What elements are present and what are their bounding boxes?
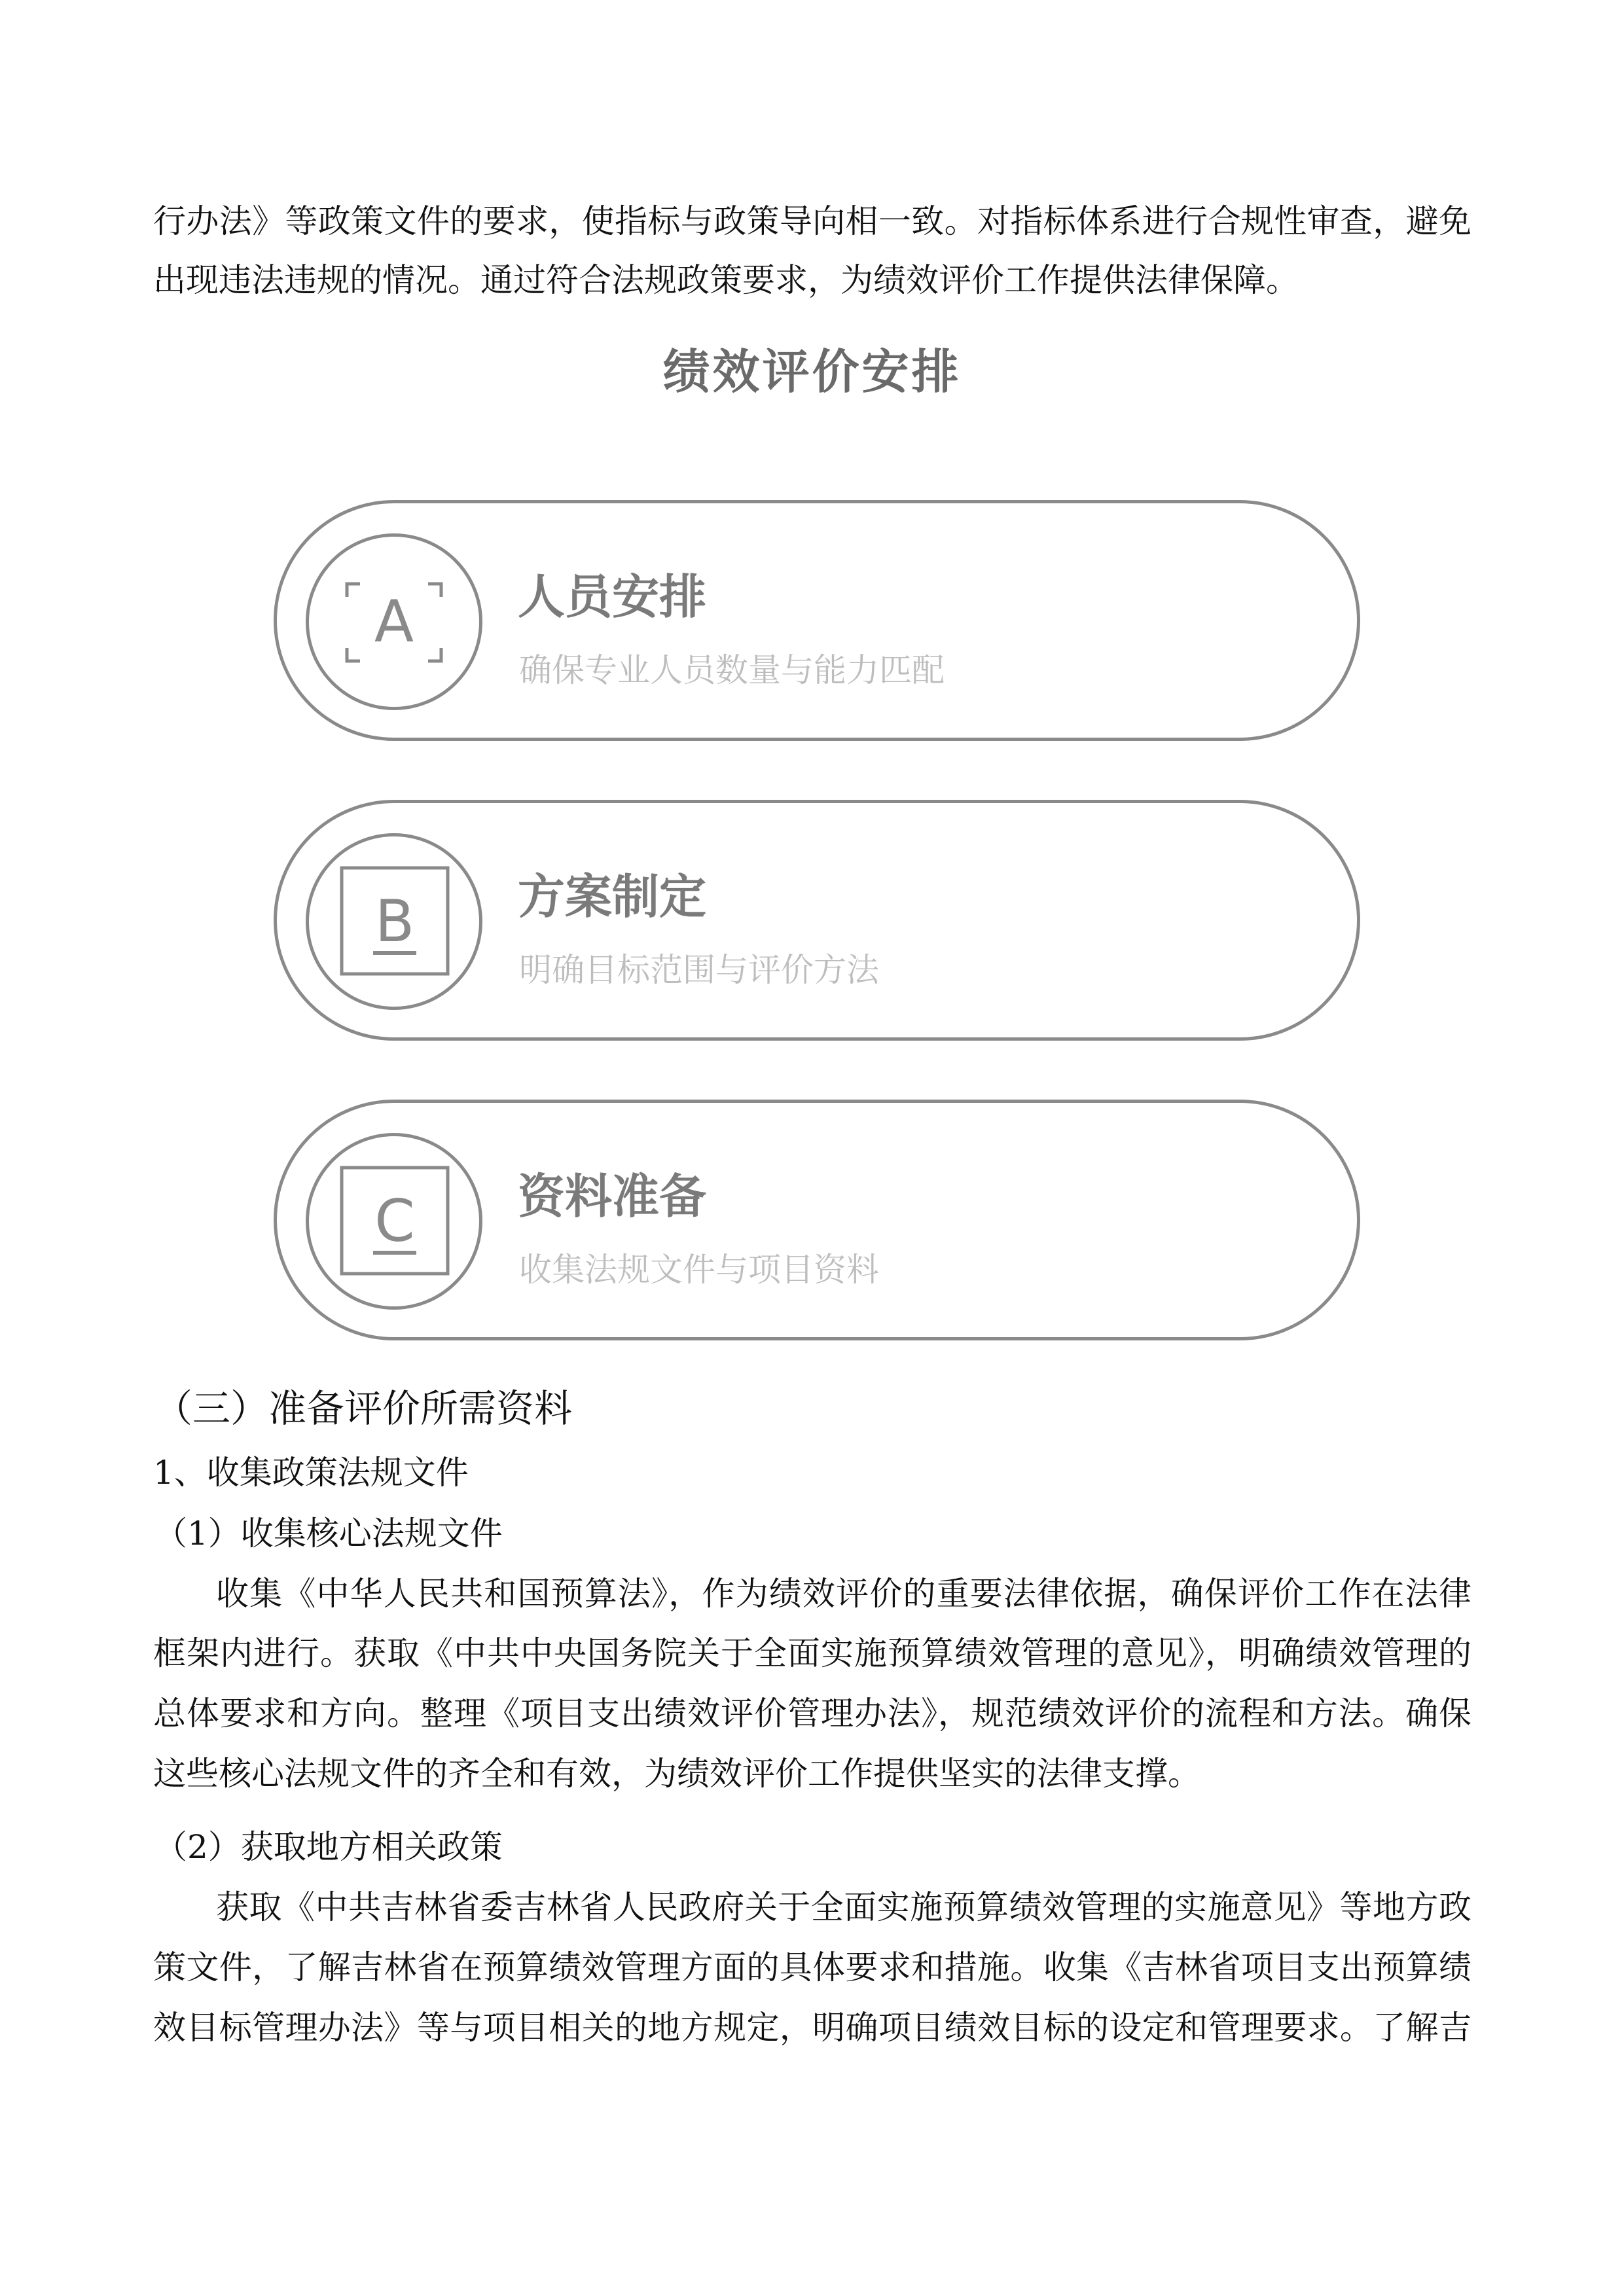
- paragraph-line: 效目标管理办法》等与项目相关的地方规定，明确项目绩效目标的设定和管理要求。了解吉: [153, 2009, 1471, 2047]
- paragraph-line: 出现违法违规的情况。通过符合法规政策要求，为绩效评价工作提供法律保障。: [153, 261, 1299, 299]
- paragraph-line: 框架内进行。获取《中共中央国务院关于全面实施预算绩效管理的意见》，明确绩效管理的: [153, 1634, 1471, 1672]
- card-heading: 资料准备: [518, 1169, 707, 1224]
- paragraph-line: 获取《中共吉林省委吉林省人民政府关于全面实施预算绩效管理的实施意见》等地方政: [216, 1888, 1471, 1926]
- letter-c-square-icon: [306, 1133, 482, 1310]
- letter-a-frame-icon: [306, 533, 482, 710]
- paragraph-line: 行办法》等政策文件的要求，使指标与政策导向相一致。对指标体系进行合规性审查，避免: [153, 202, 1471, 240]
- card-subtitle: 明确目标范围与评价方法: [519, 951, 879, 989]
- card-materials: [274, 1100, 1360, 1340]
- card-heading: 方案制定: [518, 869, 707, 924]
- card-subtitle: 确保专业人员数量与能力匹配: [519, 651, 945, 689]
- diagram-title: 绩效评价安排: [662, 344, 962, 399]
- card-personnel: [274, 500, 1360, 741]
- paragraph-line: 这些核心法规文件的齐全和有效，为绩效评价工作提供坚实的法律支撑。: [153, 1755, 1200, 1793]
- item-title: （2）获取地方相关政策: [154, 1828, 503, 1866]
- paragraph-line: 收集《中华人民共和国预算法》，作为绩效评价的重要法律依据，确保评价工作在法律: [216, 1575, 1471, 1613]
- card-subtitle: 收集法规文件与项目资料: [519, 1251, 879, 1289]
- paragraph-line: 总体要求和方向。整理《项目支出绩效评价管理办法》，规范绩效评价的流程和方法。确保: [153, 1695, 1471, 1732]
- svg-text:B: B: [374, 888, 415, 955]
- card-plan: [274, 800, 1360, 1041]
- subsection-heading: 1、收集政策法规文件: [153, 1454, 469, 1492]
- letter-b-square-icon: [306, 833, 482, 1010]
- svg-text:A: A: [374, 588, 414, 655]
- card-heading: 人员安排: [518, 569, 707, 624]
- paragraph-line: 策文件，了解吉林省在预算绩效管理方面的具体要求和措施。收集《吉林省项目支出预算绩: [153, 1948, 1471, 1986]
- item-title: （1）收集核心法规文件: [154, 1515, 503, 1552]
- svg-text:C: C: [374, 1187, 415, 1255]
- section-heading: （三）准备评价所需资料: [154, 1386, 573, 1431]
